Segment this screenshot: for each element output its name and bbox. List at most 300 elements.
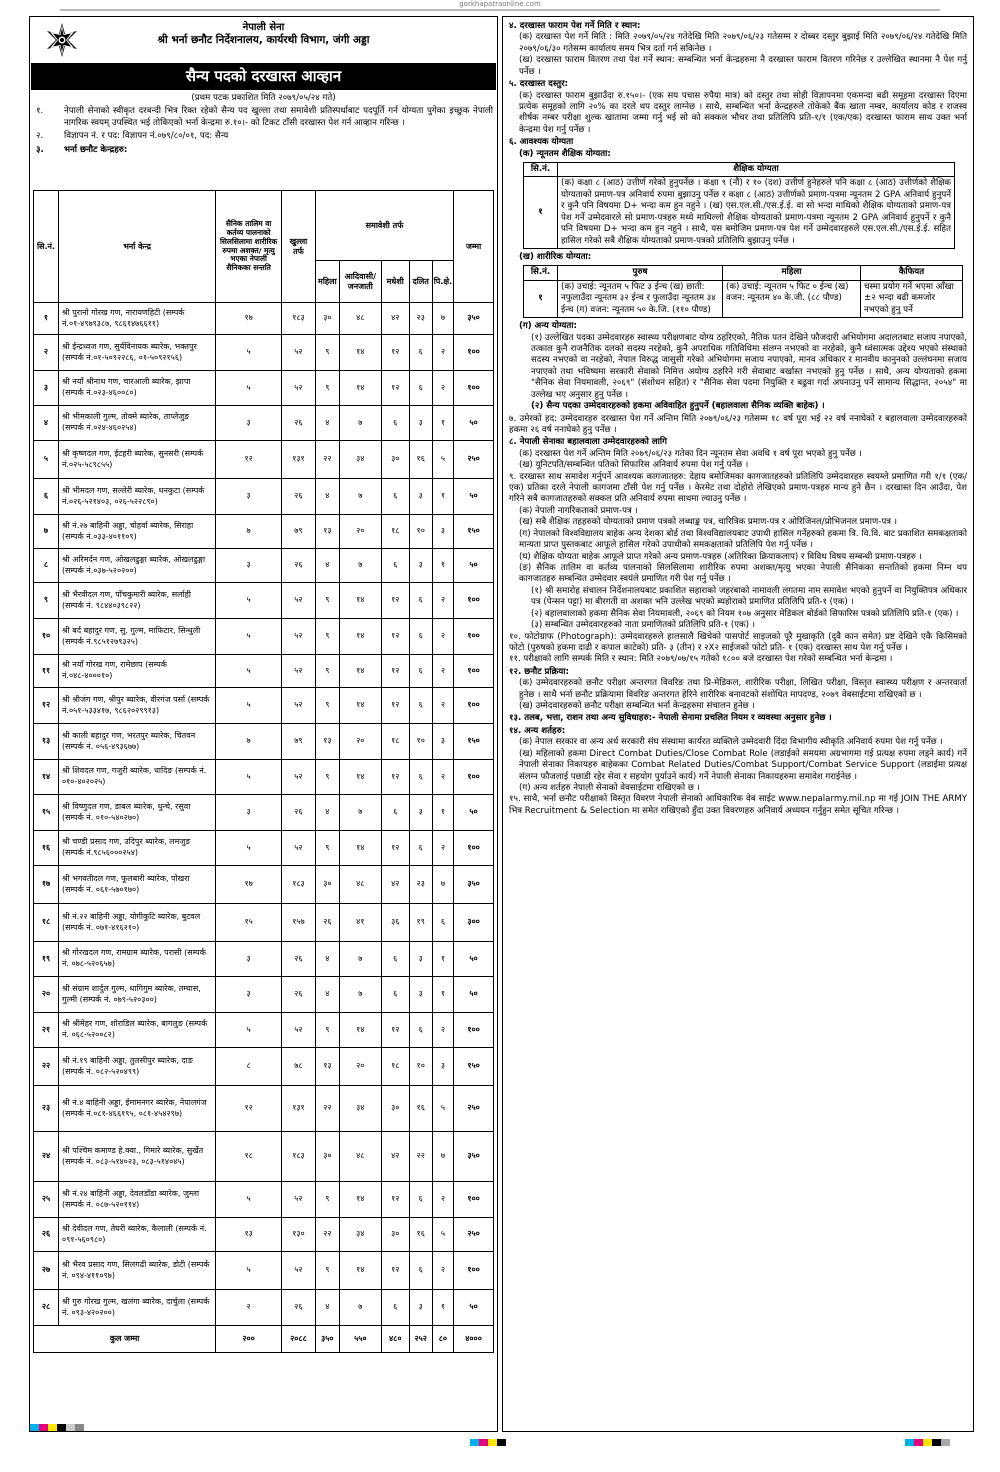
- row-value: ५: [216, 371, 282, 406]
- table-row: [34, 760, 494, 795]
- row-center: श्री अरिमर्दन गण, ओखलढुङ्गा ब्यारेक, ओखलढुङ्गा (सम्पर्क नं.०३७-५२०२००): [58, 549, 215, 583]
- row-value: २३: [409, 866, 432, 904]
- intro-item: २. विज्ञापन नं. र पद: विज्ञापन नं.०७९/८०/०१, पद: सैन्य: [36, 131, 229, 142]
- edu-requirement: (क) कक्षा ८ (आठ) उत्तीर्ण गरेको हुनुपर्नेछ । कक्षा ९ (नौं) र १० (दश) उत्तीर्ण हुनेहरुले पनि कक्षा ८ (आठ) उत्तीर्णको शैक्षिक योग्यताको प्रमाण-पत्र अनिवार्य रुपमा बुझाउनु पर्नेछ र कक्षा ८ (आठ) उत्तीर्णको प्रमाण-पत्रमा न्यूनतम 2 GPA अनिवार्य हुनुपर्ने र कुनै पनि विषयमा D+ भन्दा कम हुन नहुने । (ख) एस.एल.सी./एस.ई.ई. वा सो भन्दा माथिको शैक्षिक योग्यताको प्रमाण-पत्र पेश गर्ने उम्मेदवारले सो प्रमाण-पत्रहरु मध्ये माथिल्लो शैक्षिक योग्यताको प्रमाण-पत्रमा न्यूनतम 2 GPA अनिवार्य हुनुपर्ने र कुनै पनि विषयमा D+ भन्दा कम हुन नहुने । साथै, यस बमोजिम प्रमाण-पत्र पेश गर्ने उम्मेदवारहरुले एस.एल.सी./एस.ई.ई. सहित हासिल गरेको सबै शैक्षिक योग्यताको प्रमाण-पत्रको प्रतिलिपि बुझाउनु पर्नेछ ।: [558, 177, 955, 249]
- row-sn: २५: [34, 1182, 59, 1218]
- row-value: ४२: [381, 303, 409, 335]
- row-value: ५२: [281, 831, 315, 866]
- row-value: २६: [281, 942, 315, 977]
- row-value: २: [216, 1290, 282, 1326]
- row-value: ९: [315, 335, 339, 371]
- row-value: १४: [339, 760, 381, 795]
- table-row: [34, 441, 494, 479]
- row-value: ७: [339, 942, 381, 977]
- table-row: [34, 583, 494, 619]
- section-5-title: ५. दरखास्त दस्तुर:: [509, 79, 569, 90]
- row-center: श्री विष्णुदल गण, डाबल ब्यारेक, धुन्चे, रसुवा (सम्पर्क नं. ०१०-५४०२७०): [58, 795, 215, 831]
- row-sn: १२: [34, 688, 59, 724]
- row-value: १३१: [281, 441, 315, 479]
- row-value: ३: [216, 479, 282, 515]
- table-row: [34, 831, 494, 866]
- row-value: १०: [409, 1048, 432, 1086]
- row-value: ३४: [339, 1086, 381, 1132]
- table-row: [34, 866, 494, 904]
- row-sn: १६: [34, 831, 59, 866]
- row-value: ३: [216, 406, 282, 441]
- table-row: [34, 977, 494, 1013]
- row-sn: २२: [34, 1048, 59, 1086]
- row-value: ६: [409, 831, 432, 866]
- row-value: १००: [454, 1182, 494, 1218]
- row-value: १८३: [281, 303, 315, 335]
- row-value: १३: [315, 724, 339, 760]
- row-value: ५०: [454, 795, 494, 831]
- row-value: ७८: [281, 1048, 315, 1086]
- row-sn: ८: [34, 549, 59, 583]
- row-value: २०: [339, 515, 381, 549]
- total-value: २००: [216, 1326, 282, 1353]
- phy-col-male: पुरुष: [558, 266, 723, 280]
- row-sn: १७: [34, 866, 59, 904]
- row-center: श्री चण्डी प्रसाद गण, उदिपुर ब्यारेक, लमजुङ (सम्पर्क नं.९८५६०००२५४): [58, 831, 215, 866]
- row-value: १००: [454, 760, 494, 795]
- row-center: श्री गुरु गोरख गुल्म, खलंगा ब्यारेक, दार्चुला (सम्पर्क नं. ०९३-४२०२००): [58, 1290, 215, 1326]
- row-sn: ६: [34, 479, 59, 515]
- row-value: ५२: [281, 760, 315, 795]
- education-table: [523, 162, 955, 249]
- row-value: ३: [216, 977, 282, 1013]
- row-value: १३१: [281, 1086, 315, 1132]
- row-value: १७: [216, 866, 282, 904]
- row-value: ६: [432, 904, 453, 942]
- col-inclusive: समावेशी तर्फ: [315, 191, 453, 261]
- row-value: १४: [339, 655, 381, 688]
- phy-col-sn: सि.नं.: [524, 266, 558, 280]
- col-open: खुल्ला तर्फ: [281, 191, 315, 303]
- col-madhesi: मधेशी: [381, 261, 409, 303]
- row-value: ९: [315, 760, 339, 795]
- table-row: [34, 479, 494, 515]
- row-value: ६: [409, 335, 432, 371]
- col-sn: सि.नं.: [34, 191, 59, 303]
- row-value: ७: [216, 515, 282, 549]
- row-value: १००: [454, 619, 494, 655]
- row-value: १४: [339, 583, 381, 619]
- row-value: ५२: [281, 371, 315, 406]
- table-row: [34, 1086, 494, 1132]
- row-value: ३: [432, 724, 453, 760]
- row-value: ७: [432, 866, 453, 904]
- row-value: ५२: [281, 335, 315, 371]
- row-value: ५: [216, 831, 282, 866]
- row-value: १५: [216, 904, 282, 942]
- phy-sn: १: [524, 280, 558, 317]
- row-value: १२: [381, 371, 409, 406]
- row-center: श्री नं.२२ बाहिनी अड्डा, योगीकुटि ब्यारेक, बुटवल (सम्पर्क नं. ०७१-४१६२१०): [58, 904, 215, 942]
- row-sn: २: [34, 335, 59, 371]
- row-value: २६: [315, 904, 339, 942]
- recruitment-centers-table: [33, 190, 494, 1353]
- col-total: जम्मा: [454, 191, 494, 303]
- row-value: १३: [315, 515, 339, 549]
- table-row: [34, 1182, 494, 1218]
- row-value: ६: [409, 760, 432, 795]
- row-value: १२: [381, 760, 409, 795]
- table-row: [34, 515, 494, 549]
- publish-date: (प्रथम पटक प्रकाशित मिति २०७९/०५/२४ गते): [191, 93, 336, 103]
- row-value: १२: [381, 1252, 409, 1290]
- row-value: ६: [381, 1290, 409, 1326]
- row-value: ५: [216, 583, 282, 619]
- intro-item: ३. भर्ना छनौट केन्द्रहरु:: [36, 144, 128, 155]
- row-value: १३: [315, 1048, 339, 1086]
- row-sn: ४: [34, 406, 59, 441]
- table-row: [34, 688, 494, 724]
- row-value: ७: [339, 479, 381, 515]
- row-center: श्री ईन्द्रध्वज गण, सुर्यविनायक ब्यारेक, भक्तपुर (सम्पर्क नं.०१-५०९२२८६, ०१-५०९२१५६): [58, 335, 215, 371]
- table-row: [34, 1132, 494, 1182]
- section-14b: (ख) महिलाको हकमा Direct Combat Duties/Close Combat Role (लडाईको समयमा अग्रभागमा गई प्रत्यक्ष रुपमा लड्ने कार्य) गर्ने नेपाली सेनाका निकायहरु बाहेकका Combat Related Duties/Combat Support/Combat Service Support (लडाईमा प्रत्यक्ष संलग्न फौजलाई पछाडी रहेर सेवा र सहयोग पुर्याउने कार्य) गर्ने नेपाली सेनाका निकायहरुमा समावेश गराईनेछ ।: [519, 748, 967, 782]
- row-value: ३: [216, 549, 282, 583]
- section-8-title: ८. नेपाली सेनाका बहालवाला उम्मेदवारहरुको लागि: [509, 437, 667, 448]
- row-value: २५०: [454, 1086, 494, 1132]
- section-15: १५. साथै, भर्ना छनौट परीक्षाको विस्तृत विवरण नेपाली सेनाको आधिकारिक वेब साईट www.nepalarmy.mil.np मा गई JOIN THE ARMY भित्र Recruitment & Selection मा समेत राखिएको हुँदा उक्त विवरणहरु अनिवार्य अध्ययन गर्नुहुन समेत सूचित गरिन्छ ।: [509, 794, 967, 816]
- row-value: १३: [216, 1218, 282, 1252]
- row-value: ५: [216, 1252, 282, 1290]
- table-row: [34, 1048, 494, 1086]
- row-value: ६: [381, 795, 409, 831]
- row-value: २: [432, 371, 453, 406]
- row-value: १८३: [281, 1132, 315, 1182]
- row-sn: १०: [34, 619, 59, 655]
- row-value: ३: [409, 406, 432, 441]
- row-value: ३५०: [454, 866, 494, 904]
- row-value: ५२: [281, 583, 315, 619]
- row-value: १: [432, 406, 453, 441]
- row-value: १२: [381, 335, 409, 371]
- table-row: [34, 619, 494, 655]
- row-value: २५०: [454, 441, 494, 479]
- table-row: [34, 303, 494, 335]
- row-sn: २८: [34, 1290, 59, 1326]
- row-value: १३०: [281, 1218, 315, 1252]
- row-value: ४२: [381, 866, 409, 904]
- row-value: ४८: [339, 1132, 381, 1182]
- row-value: ३४: [339, 1218, 381, 1252]
- row-value: ५०: [454, 479, 494, 515]
- section-9e-1: (१) श्री समारोह संचालन निर्देशनालयबाट प्रकाशित सहाराको जहरबाको नामावली लगतमा नाम समावेश भएको हुनुपर्ने वा नियुक्तिपत्र अधिकार पत्र (पेन्सन पट्टा) मा बीरगती वा अशक्त भनि उल्लेख भएको ब्यहोराको प्रमाणित प्रतिलिपि प्रति-१ (एक) ।: [531, 585, 967, 608]
- phy-female: (क) उचाई: न्यूनतम ५ फिट ० ईन्च (ख) वजन: न्यूनतम ४० के.जी. (८८ पौण्ड): [723, 280, 861, 317]
- col-backward: पि.क्षे.: [432, 261, 453, 303]
- row-value: ४: [315, 795, 339, 831]
- row-value: ४: [315, 479, 339, 515]
- row-value: ७: [216, 724, 282, 760]
- row-sn: ३: [34, 371, 59, 406]
- row-value: १७: [216, 303, 282, 335]
- nepal-army-emblem-icon: [44, 22, 80, 58]
- row-value: १२: [381, 655, 409, 688]
- row-value: २: [432, 760, 453, 795]
- row-value: ६: [409, 371, 432, 406]
- col-women: महिला: [315, 261, 339, 303]
- row-sn: १: [34, 303, 59, 335]
- section-4a: (क) दरखास्त पेश गर्ने मिति : मिति २०७९/०५/२४ गतेदेखि मिति २०७९/०६/२३ गतेसम्म र दोब्बर दस्तुर बुझाई मिति २०७९/०६/२४ गतेदेखि मिति २०७९/०६/३० गतेसम्म कार्यालय समय भित्र दर्ता गर्न सकिनेछ ।: [519, 32, 967, 54]
- row-value: १८: [381, 515, 409, 549]
- row-value: ३: [409, 977, 432, 1013]
- row-value: ३५०: [454, 303, 494, 335]
- row-value: ७९: [281, 724, 315, 760]
- edu-col-qualification: शैक्षिक योग्यता: [558, 163, 955, 177]
- directorate-name: श्री भर्ना छनौट निर्देशनालय, कार्यरथी विभाग, जंगी अड्डा: [157, 34, 370, 47]
- row-value: २: [432, 688, 453, 724]
- row-center: श्री नयाँ श्रीनाथ गण, चारआली ब्यारेक, झापा (सम्पर्क नं.०२३-४६००८०): [58, 371, 215, 406]
- phy-col-remarks: कैफियत: [861, 266, 963, 280]
- row-value: ५: [432, 1218, 453, 1252]
- row-sn: २४: [34, 1132, 59, 1182]
- row-value: ६: [381, 406, 409, 441]
- row-value: ६: [409, 583, 432, 619]
- row-value: १८: [216, 1132, 282, 1182]
- row-value: ५०: [454, 549, 494, 583]
- table-row: [34, 724, 494, 760]
- row-value: ३: [409, 549, 432, 583]
- row-value: ३००: [454, 904, 494, 942]
- physical-table: [523, 265, 963, 318]
- section-5a: (क) दरखास्त फाराम बुझाउँदा रु.१५०।- (एक सय पचास रुपैया मात्र) को दस्तुर तथा सोही विज्ञापनमा एकमन्दा बढी समूहमा दरखास्त दिएमा प्रत्येक समूहको लागि २०% का दरले थप दस्तुर लाग्नेछ । साथै, सम्बन्धित भर्ना केन्द्रहरुले तोकेको बैंक खाता नम्बर, कार्यालय कोड र राजस्व शीर्षक नम्बर परीक्षा शुल्क खातामा जम्मा गर्नु भई सो को सक्कल भौचर तथा प्रतिलिपि प्रति-१/१ (एक/एक) दरखास्त फाराम साथ उक्त भर्ना केन्द्रमा पेश गर्नु पर्नेछ ।: [519, 90, 967, 135]
- row-center: श्री भगवतीदल गण, फूलबारी ब्यारेक, पोखरा (सम्पर्क नं. ०६१-५७०१७०): [58, 866, 215, 904]
- row-value: ४८: [339, 303, 381, 335]
- row-value: ५०: [454, 1290, 494, 1326]
- row-value: ३०: [315, 866, 339, 904]
- col-dalit: दलित: [409, 261, 432, 303]
- print-color-bar-right: [470, 1439, 506, 1446]
- section-9c: (ग) नेपालको विश्वविद्यालय बाहेक अन्य देशका बोर्ड तथा विश्वविद्यालयबाट उपाधी हासिल गर्नेहरुको हकमा त्रि. वि.वि. बाट प्रकाशित समकक्षताको मान्यता प्राप्त पुस्तकबाट आफूले हासिल गरेको उपाधीको समकक्षताको प्रतिलिपि पेश गर्नु पर्नेछ ।: [519, 528, 967, 551]
- section-9a: (क) नेपाली नागरिकताको प्रमाण-पत्र ।: [519, 505, 638, 516]
- row-value: १००: [454, 655, 494, 688]
- row-center: श्री नं.२४ बाहिनी अड्डा, देवलडाँडा ब्यारेक, जुम्ला (सम्पर्क नं. ०८७-५२०११४): [58, 1182, 215, 1218]
- row-value: १२: [381, 831, 409, 866]
- phy-col-female: महिला: [723, 266, 861, 280]
- right-column: [502, 16, 974, 1432]
- row-value: ९: [315, 619, 339, 655]
- col-janajati: आदिवासी/ जनजाती: [339, 261, 381, 303]
- row-value: २६: [281, 406, 315, 441]
- total-value: २०८८: [281, 1326, 315, 1353]
- section-6c-2: (२) सैन्य पदका उम्मेदवारहरुको हकमा अविवाहित हुनुपर्ने (बहालवाला सैनिक व्यक्ति बाहेक) ।: [531, 401, 825, 412]
- section-12a: (क) उम्मेदवारहरुको छनौट परीक्षा अन्तरगत विवरिङ तथा प्रि-मेडिकल, शारीरिक परीक्षा, लिखित परीक्षा, विस्तृत स्वास्थ्य परीक्षण र अन्तरवार्ता हुनेछ । साथै भर्ना छनौट प्रक्रियामा विवरिङ अन्तरगत हेरिने शारीरिक बनावटको संशोधित मापदण्ड, २०७९ वेबसाईटमा राखिएको छ ।: [519, 678, 967, 700]
- row-value: ६: [381, 977, 409, 1013]
- row-value: २: [432, 1252, 453, 1290]
- row-value: ३: [409, 479, 432, 515]
- print-color-bar-far: [905, 1439, 950, 1446]
- row-value: ७: [339, 549, 381, 583]
- row-value: १: [432, 942, 453, 977]
- notice-header: [30, 17, 497, 63]
- row-value: १००: [454, 583, 494, 619]
- row-center: श्री नं.४ बाहिनी अड्डा, ईमामनगर ब्यारेक, नेपालगंज (सम्पर्क नं.०८१-४६६१९५, ०८१-४५४२९७): [58, 1086, 215, 1132]
- row-value: १२: [381, 619, 409, 655]
- row-value: ६: [409, 688, 432, 724]
- row-center: श्री संग्राम शार्दुल गुल्म, धागिगुम ब्यारेक, तम्घास, गुल्मी (सम्पर्क नं. ०७९-५२०३००): [58, 977, 215, 1013]
- section-8a: (क) दरखास्त पेश गर्ने अन्तिम मिति २०७९/०६/२३ गतेका दिन न्यूनतम सेवा अवधि १ वर्ष पूरा भएको हुनु पर्नेछ ।: [519, 448, 862, 459]
- row-value: २२: [315, 1218, 339, 1252]
- row-value: ४: [315, 1290, 339, 1326]
- row-value: २२: [409, 1132, 432, 1182]
- row-value: ९: [315, 583, 339, 619]
- row-value: ९: [315, 1013, 339, 1048]
- row-value: १०: [409, 515, 432, 549]
- row-value: १२: [216, 441, 282, 479]
- total-value: ३५०: [315, 1326, 339, 1353]
- row-value: ५०: [454, 977, 494, 1013]
- row-center: श्री काली बहादुर गण, भरतपुर ब्यारेक, चितवन (सम्पर्क नं. ०५६-४९३६७७): [58, 724, 215, 760]
- row-value: १००: [454, 1252, 494, 1290]
- row-sn: ९: [34, 583, 59, 619]
- section-4b: (ख) दरखास्त फाराम वितरण तथा पेश गर्ने स्थान: सम्बन्धित भर्ना केन्द्रहरुमा नै दरखास्त फाराम वितरण गरिनेछ र उल्लेखित स्थानमा नै पेश गर्नु पर्नेछ ।: [519, 55, 967, 77]
- row-sn: १५: [34, 795, 59, 831]
- row-value: ३: [432, 1048, 453, 1086]
- row-value: ६: [381, 479, 409, 515]
- table-row: [34, 335, 494, 371]
- row-sn: १३: [34, 724, 59, 760]
- row-value: १६: [409, 1218, 432, 1252]
- row-center: श्री पश्चिम कमाण्ड हे.क्वा., गिमारे ब्यारेक, सुर्खेत (सम्पर्क नं. ०८३-५१४०२३, ०८३-५१४०४५): [58, 1132, 215, 1182]
- section-6c-1: (१) उल्लेखित पदका उम्मेदवारहरु स्वास्थ्य परीक्षणबाट योग्य ठहरिएको, नैतिक पतन देखिने फौजदारी अभियोगमा अदालतबाट सजाय नपाएको, तत्काल कुनै राजनैतिक दलको सदस्य नरहेको, कुनै अपराधिक गतिविधिमा संलग्न नभएको वा नरहेको, कुनै ध्वंसात्मक उद्देश्य भएको संस्थाको सदस्य नभएको वा नरहेको, नेपाल विरुद्ध जासुसी गरेको अभियोगमा सजाय नपाएको, मानव अधिकार र मानवीय कानुनको उल्लंघनमा सजाय नपाएको तथा भविष्यमा सरकारी सेवाको निमित्त अयोग्य ठहरिने गरी सेवाबाट बर्खास्त नभएको हुनु पर्नेछ । साथै, अन्य योग्यताको हकमा "सैनिक सेवा नियमावली, २०६९" (संशोधन सहित) र "सैनिक सेवा पदमा नियुक्ति र बढुवा गर्दा अपनाउनु पर्ने सामान्य सिद्धान्त, २०५४" मा उल्लेख भए अनुसार हुनु पर्नेछ ।: [531, 332, 967, 400]
- table-row: [34, 1013, 494, 1048]
- row-value: २: [432, 583, 453, 619]
- row-value: ५: [216, 1013, 282, 1048]
- table-row: [34, 942, 494, 977]
- row-value: ५२: [281, 1182, 315, 1218]
- row-value: ३५०: [454, 1132, 494, 1182]
- row-value: ६: [409, 1252, 432, 1290]
- row-value: ३: [216, 942, 282, 977]
- row-value: ३४: [339, 441, 381, 479]
- row-value: ६: [409, 1013, 432, 1048]
- row-value: १८: [381, 724, 409, 760]
- section-14a: (क) नेपाल सरकार वा अन्य अर्ध सरकारी संघ संस्थामा कार्यरत व्यक्तिले उम्मेदवारी दिंदा विभागीय स्वीकृति अनिवार्य रुपमा पेश गर्नु पर्नेछ ।: [519, 737, 943, 748]
- row-value: ५२: [281, 1252, 315, 1290]
- row-value: १००: [454, 371, 494, 406]
- row-value: १५०: [454, 515, 494, 549]
- section-14c: (ग) अन्य शर्तहरु नेपाली सेनाको वेवसाईटमा राखिएको छ ।: [519, 783, 700, 793]
- left-column: [29, 16, 498, 1432]
- row-value: ४: [315, 549, 339, 583]
- row-value: १२: [381, 1182, 409, 1218]
- row-value: ८: [216, 1048, 282, 1086]
- row-value: ५: [216, 619, 282, 655]
- row-value: ५२: [281, 655, 315, 688]
- row-value: ४२: [381, 1132, 409, 1182]
- row-value: ६: [409, 619, 432, 655]
- row-value: १४: [339, 688, 381, 724]
- row-value: ९: [315, 1182, 339, 1218]
- row-value: ५: [216, 1182, 282, 1218]
- row-value: २: [432, 335, 453, 371]
- row-value: १: [432, 479, 453, 515]
- row-value: ३: [409, 942, 432, 977]
- row-value: १००: [454, 1013, 494, 1048]
- section-12b: (ख) उम्मेदवारहरुको छनौट परीक्षा सम्बन्धित भर्ना केन्द्रहरुमा संचालन हुनेछ ।: [519, 701, 755, 712]
- row-value: ३: [432, 515, 453, 549]
- row-value: ७९: [281, 515, 315, 549]
- table-total-row: [34, 1326, 494, 1353]
- section-6-title: ६. आवश्यक योग्यता: [509, 137, 574, 148]
- section-6b-title: (ख) शारीरिक योग्यता:: [519, 252, 592, 263]
- row-value: ५२: [281, 619, 315, 655]
- total-label: कुल जम्मा: [34, 1326, 216, 1353]
- row-value: ५०: [454, 942, 494, 977]
- row-value: २: [432, 655, 453, 688]
- row-sn: १९: [34, 942, 59, 977]
- intro-item: १. नेपाली सेनाको स्वीकृत दरबन्दी भित्र रिक्त रहेको सैन्य पद खुल्ला तथा समावेशी प्रतिस्पर्धाबाट पदपूर्ति गर्न योग्यता पुगेका इच्छुक नेपाली नागरिक स्वयम् उपस्थित भई तोकिएको भर्ना केन्द्रमा रु.१०।- को टिकट टाँसी दरखास्त पेश गर्न आव्हान गरिन्छ ।: [36, 106, 493, 128]
- row-value: १८: [381, 1048, 409, 1086]
- row-center: श्री देवीदल गण, तेघरी ब्यारेक, कैलाली (सम्पर्क नं. ०९१-५६०९८०): [58, 1218, 215, 1252]
- row-value: १४: [339, 831, 381, 866]
- row-value: २६: [281, 479, 315, 515]
- row-value: ६: [409, 1182, 432, 1218]
- row-value: १: [432, 549, 453, 583]
- row-value: ५२: [281, 1013, 315, 1048]
- row-value: २३: [409, 303, 432, 335]
- row-value: ९: [315, 831, 339, 866]
- row-value: २: [432, 831, 453, 866]
- row-value: १४: [339, 335, 381, 371]
- row-center: श्री भैरव प्रसाद गण, सिलगढी ब्यारेक, डोटी (सम्पर्क नं. ०९४-४११०९७): [58, 1252, 215, 1290]
- row-value: ३६: [381, 904, 409, 942]
- row-sn: १८: [34, 904, 59, 942]
- row-center: श्री भीमकाली गुल्म, तोक्मे ब्यारेक, ताप्लेजुङ (सम्पर्क नं.०२४-४६०२५४): [58, 406, 215, 441]
- row-value: २: [432, 1013, 453, 1048]
- notice-banner: सैन्य पदको दरखास्त आव्हान: [31, 63, 496, 90]
- row-value: १६: [409, 1086, 432, 1132]
- row-value: १४: [339, 1013, 381, 1048]
- row-value: ७: [432, 303, 453, 335]
- section-4-title: ४. दरखास्त फाराम पेश गर्ने मिति र स्थान:: [509, 21, 641, 31]
- site-url: gorkhapatraonline.com: [459, 0, 541, 8]
- table-row: [34, 795, 494, 831]
- row-value: १२: [381, 583, 409, 619]
- col-center: भर्ना केन्द्र: [58, 191, 215, 303]
- row-value: ३०: [381, 1086, 409, 1132]
- row-value: १: [432, 795, 453, 831]
- row-center: श्री भीमदल गण, सल्लेरी ब्यारेक, धनकुटा (सम्पर्क नं.०२६-५२१४०३, ०२६-५२२८९०): [58, 479, 215, 515]
- section-7: ७. उमेरको हद: उम्मेदवारहरु दरखास्त पेश गर्ने अन्तिम मिति २०७९/०६/२३ गतेसम्म १८ वर्ष पूरा भई २२ वर्ष ननाघेको र बहालवाला उम्मेदवारहरुको हकमा २६ वर्ष ननाघेको हुनु पर्नेछ ।: [509, 413, 967, 435]
- print-color-bar: [30, 1424, 84, 1431]
- section-9d: (घ) शैक्षिक योग्यता बाहेक आफूले प्राप्त गरेको अन्य प्रमाण-पत्रहरु (अतिरिक्त क्रियाकलाप) र विविध विषय सम्बन्धी प्रमाण-पत्रहरु ।: [519, 551, 922, 562]
- row-sn: २६: [34, 1218, 59, 1252]
- section-9: ९. दरखास्त साथ समावेश गर्नुपर्ने आवश्यक कागजातहरु: देहाय बमोजिमका कागजातहरुको प्रतिलिपि उम्मेदवारहरु स्वयम्ले प्रमाणित गरी १/१ (एक/एक) प्रतिका दरले नेपाली कागजमा टाँसी पेश गर्नु पर्नेछ । केरमेट तथा दोहोरो लेखिएको प्रमाण-पत्रहरु मान्य हुने छैन । दरखास्त दिन आउँदा, पेश गरिने सबै कागजातहरुको सक्कल प्रति अनिवार्य रुपमा साथमा ल्याउनु पर्नेछ ।: [509, 471, 967, 505]
- row-center: श्री श्रीमेहर गण, शोराडिल ब्यारेक, बागलुङ (सम्पर्क नं. ०६८-५२००८२): [58, 1013, 215, 1048]
- row-center: श्री भैरवीदल गण, पाँचकुमारी ब्यारेक, सर्लाही (सम्पर्क नं. ९८४४०३९८२२): [58, 583, 215, 619]
- row-sn: २०: [34, 977, 59, 1013]
- row-value: १५०: [454, 1048, 494, 1086]
- section-14-title: १४. अन्य शर्तहरु:: [509, 725, 566, 736]
- section-9e-3: (३) सम्बन्धित उम्मेदवारहरुको नाता प्रमाणितको प्रतिलिपि प्रति-१ (एक) ।: [531, 620, 755, 631]
- row-center: श्री नयाँ गोरख गण, रामेछाप (सम्पर्क नं.०४८-४०००१०): [58, 655, 215, 688]
- row-value: १६: [409, 441, 432, 479]
- row-value: २२: [315, 441, 339, 479]
- row-value: ७: [339, 1290, 381, 1326]
- total-value: २५२: [409, 1326, 432, 1353]
- section-9e: (ङ) सैनिक तालिम वा कर्तव्य पालनाको सिलसिलामा शारीरिक रुपमा अशक्त/मृत्यु भएका नेपाली सैनिकका सन्ततिको हकमा निम्न थप कागजातहरु सम्बन्धित उम्मेदवार स्वयंले प्रमाणित गरी पेश गर्नु पर्नेछ ।: [519, 562, 967, 585]
- row-value: ५: [216, 655, 282, 688]
- edu-sn: १: [524, 177, 558, 249]
- row-value: २०: [339, 1048, 381, 1086]
- phy-remarks: चस्मा प्रयोग गर्ने भएमा आँखा ±२ भन्दा बढी कमजोर नभएको हुनु पर्ने: [861, 280, 963, 317]
- row-value: २६: [281, 1290, 315, 1326]
- row-value: ७: [339, 977, 381, 1013]
